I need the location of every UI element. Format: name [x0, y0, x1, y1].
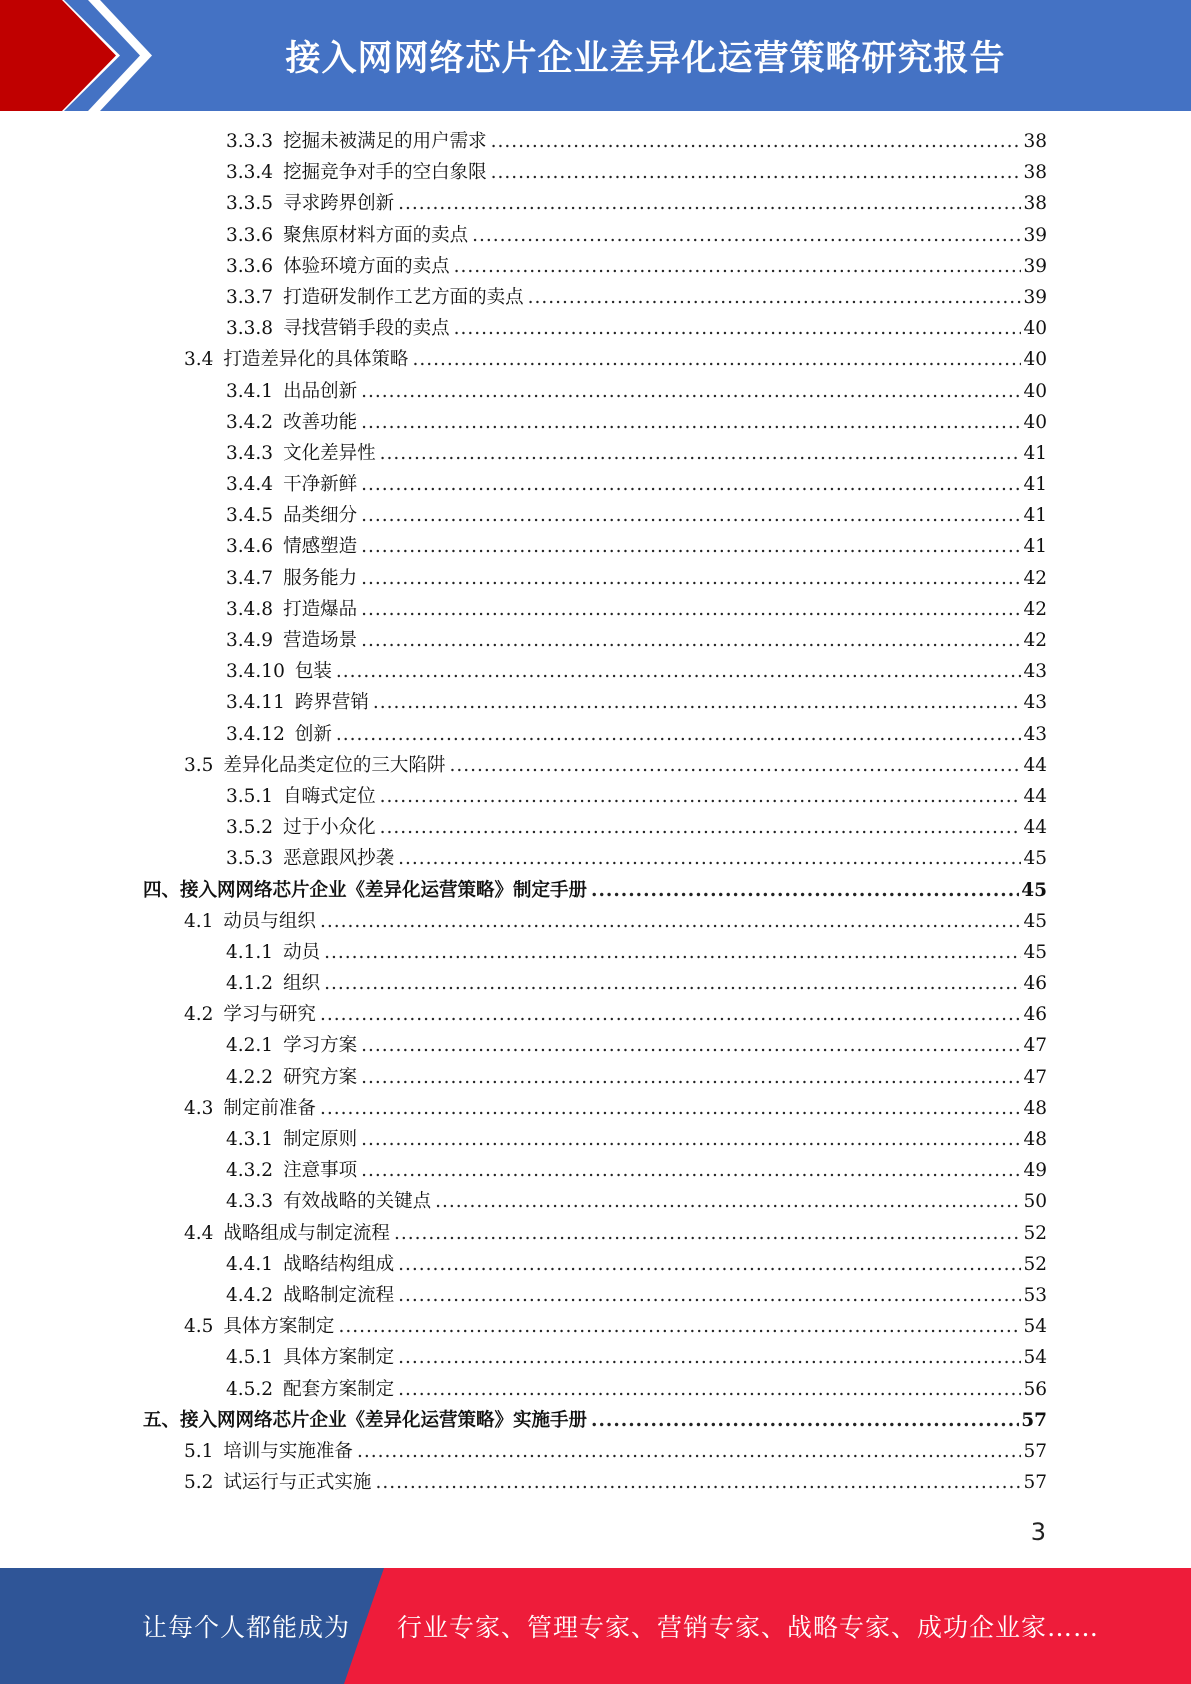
toc-entry[interactable]	[0, 1186, 1191, 1217]
toc-dot-leader	[380, 812, 1022, 843]
toc-entry-page: 39	[1023, 286, 1047, 308]
toc-entry-number: 四、	[143, 879, 181, 901]
toc-entry-page: 54	[1023, 1316, 1047, 1338]
toc-entry-page: 52	[1023, 1222, 1047, 1244]
toc-dot-leader	[320, 999, 1022, 1030]
toc-dot-leader	[361, 1062, 1021, 1093]
toc-entry-number: 4.5.1	[226, 1347, 274, 1369]
toc-dot-leader	[336, 656, 1022, 687]
toc-dot-leader	[336, 719, 1022, 750]
toc-entry-page: 46	[1023, 973, 1047, 995]
toc-entry[interactable]	[0, 1405, 1191, 1436]
toc-entry[interactable]	[0, 438, 1191, 469]
toc-entry-number: 3.3.4	[226, 162, 274, 184]
toc-entry-title: 注意事项	[283, 1160, 358, 1182]
toc-entry[interactable]	[0, 1467, 1191, 1498]
toc-entry[interactable]	[0, 906, 1191, 937]
toc-entry-title: 具体方案制定	[283, 1347, 395, 1369]
toc-entry[interactable]	[0, 1218, 1191, 1249]
toc-entry[interactable]	[0, 1062, 1191, 1093]
toc-dot-leader	[373, 687, 1022, 718]
toc-entry-title: 试运行与正式实施	[223, 1472, 372, 1494]
toc-entry-page: 40	[1023, 411, 1047, 433]
toc-entry-number: 3.4.2	[226, 411, 274, 433]
toc-entry[interactable]	[0, 781, 1191, 812]
toc-entry-page: 52	[1023, 1253, 1047, 1275]
toc-entry-page: 54	[1023, 1347, 1047, 1369]
toc-entry[interactable]	[0, 220, 1191, 251]
toc-entry[interactable]	[0, 376, 1191, 407]
toc-entry-title: 包装	[294, 661, 332, 683]
toc-entry-page: 44	[1023, 754, 1047, 776]
toc-entry-number: 3.3.6	[226, 255, 274, 277]
toc-entry-title: 出品创新	[283, 380, 358, 402]
toc-entry-page: 56	[1023, 1378, 1047, 1400]
toc-entry-title: 过于小众化	[283, 817, 376, 839]
toc-entry-number: 4.4.1	[226, 1253, 274, 1275]
toc-entry[interactable]	[0, 812, 1191, 843]
toc-entry-title: 体验环境方面的卖点	[283, 255, 450, 277]
toc-entry-number: 4.1.1	[226, 941, 274, 963]
toc-entry-number: 3.5.3	[226, 848, 274, 870]
toc-entry-title: 动员与组织	[223, 910, 316, 932]
footer-slogan-left: 让每个人都能成为	[142, 1613, 351, 1642]
toc-dot-leader	[320, 906, 1022, 937]
toc-entry-number: 3.3.8	[226, 318, 274, 340]
toc-entry-number: 3.4.6	[226, 536, 274, 558]
toc-entry-number: 4.2.1	[226, 1035, 274, 1057]
toc-entry[interactable]	[0, 531, 1191, 562]
toc-dot-leader	[435, 1186, 1021, 1217]
toc-entry-title: 制定前准备	[223, 1097, 316, 1119]
toc-entry-number: 4.3.2	[226, 1160, 274, 1182]
toc-entry-title: 创新	[294, 723, 332, 745]
toc-entry-number: 3.4.8	[226, 598, 274, 620]
toc-dot-leader	[338, 1311, 1021, 1342]
toc-entry-page: 53	[1023, 1284, 1047, 1306]
toc-entry[interactable]	[0, 407, 1191, 438]
toc-entry-number: 5.1	[184, 1440, 214, 1462]
toc-dot-leader	[491, 126, 1022, 157]
toc-dot-leader	[361, 469, 1021, 500]
toc-entry-title: 自嗨式定位	[283, 785, 376, 807]
toc-entry-number: 3.4.5	[226, 505, 274, 527]
toc-entry-title: 战略组成与制定流程	[223, 1222, 390, 1244]
toc-entry-title: 有效战略的关键点	[283, 1191, 432, 1213]
toc-dot-leader	[394, 1218, 1022, 1249]
toc-entry-number: 5.2	[184, 1472, 214, 1494]
toc-entry-number: 4.4.2	[226, 1284, 274, 1306]
toc-entry-title: 挖掘竞争对手的空白象限	[283, 162, 487, 184]
toc-entry-page: 47	[1023, 1066, 1047, 1088]
toc-entry[interactable]	[0, 1124, 1191, 1155]
toc-entry[interactable]	[0, 1374, 1191, 1405]
toc-entry-page: 40	[1023, 380, 1047, 402]
toc-dot-leader	[361, 376, 1021, 407]
toc-entry[interactable]	[0, 999, 1191, 1030]
toc-entry-title: 打造爆品	[283, 598, 358, 620]
toc-dot-leader	[361, 594, 1021, 625]
toc-entry[interactable]	[0, 1093, 1191, 1124]
toc-entry[interactable]	[0, 625, 1191, 656]
toc-entry-page: 57	[1021, 1409, 1047, 1431]
toc-entry-title: 研究方案	[283, 1066, 358, 1088]
toc-entry-page: 40	[1023, 318, 1047, 340]
toc-dot-leader	[591, 1405, 1019, 1436]
toc-dot-leader	[361, 563, 1021, 594]
toc-entry-title: 服务能力	[283, 567, 358, 589]
toc-dot-leader	[398, 1280, 1021, 1311]
toc-entry[interactable]	[0, 282, 1191, 313]
toc-entry-title: 聚焦原材料方面的卖点	[283, 224, 469, 246]
toc-dot-leader	[412, 344, 1021, 375]
toc-dot-leader	[361, 1030, 1021, 1061]
toc-entry-number: 3.4.11	[226, 692, 285, 714]
toc-entry-page: 40	[1023, 349, 1047, 371]
toc-dot-leader	[380, 781, 1022, 812]
toc-entry-page: 43	[1023, 723, 1047, 745]
toc-dot-leader	[361, 625, 1021, 656]
toc-entry-title: 差异化品类定位的三大陷阱	[223, 754, 446, 776]
toc-entry-page: 45	[1021, 879, 1047, 901]
toc-entry-title: 挖掘未被满足的用户需求	[283, 131, 487, 152]
toc-entry-title: 寻求跨界创新	[283, 193, 395, 215]
toc-entry-title: 恶意跟风抄袭	[283, 848, 395, 870]
toc-entry-number: 3.3.3	[226, 131, 274, 152]
toc-entry-title: 打造研发制作工艺方面的卖点	[283, 286, 524, 308]
toc-entry-page: 41	[1023, 474, 1047, 496]
toc-entry[interactable]	[0, 1155, 1191, 1186]
toc-dot-leader	[375, 1467, 1021, 1498]
toc-entry-number: 4.5	[184, 1316, 214, 1338]
toc-entry[interactable]	[0, 1249, 1191, 1280]
toc-entry-number: 4.1	[184, 910, 214, 932]
toc-entry[interactable]	[0, 594, 1191, 625]
toc-dot-leader	[380, 438, 1022, 469]
toc-dot-leader	[398, 1374, 1021, 1405]
toc-dot-leader	[528, 282, 1022, 313]
toc-entry-number: 3.4.10	[226, 661, 285, 683]
toc-entry-page: 48	[1023, 1097, 1047, 1119]
toc-entry-page: 39	[1023, 224, 1047, 246]
toc-dot-leader	[454, 313, 1022, 344]
toc-entry-page: 38	[1023, 162, 1047, 184]
toc-entry-page: 42	[1023, 567, 1047, 589]
toc-entry-page: 47	[1023, 1035, 1047, 1057]
toc-dot-leader	[591, 875, 1019, 906]
toc-entry-number: 3.4.9	[226, 630, 274, 651]
toc-dot-leader	[398, 1249, 1021, 1280]
toc-entry[interactable]	[0, 937, 1191, 968]
toc-entry-title: 配套方案制定	[283, 1378, 395, 1400]
toc-entry-page: 39	[1023, 255, 1047, 277]
toc-dot-leader	[361, 531, 1021, 562]
toc-entry-number: 3.5	[184, 754, 214, 776]
toc-dot-leader	[454, 251, 1022, 282]
toc-entry[interactable]	[0, 469, 1191, 500]
toc-entry-title: 跨界营销	[294, 692, 369, 714]
toc-entry[interactable]	[0, 1342, 1191, 1373]
toc-entry-title: 接入网网络芯片企业《差异化运营策略》实施手册	[180, 1409, 588, 1431]
toc-entry-page: 48	[1023, 1129, 1047, 1150]
toc-entry-page: 43	[1023, 692, 1047, 714]
toc-entry-title: 学习与研究	[223, 1004, 316, 1026]
toc-entry[interactable]	[0, 313, 1191, 344]
toc-entry[interactable]	[0, 563, 1191, 594]
toc-entry[interactable]	[0, 875, 1191, 906]
toc-dot-leader	[398, 1342, 1021, 1373]
toc-dot-leader	[472, 220, 1021, 251]
toc-entry-page: 43	[1023, 661, 1047, 683]
toc-entry-page: 41	[1023, 442, 1047, 464]
toc-entry-number: 3.5.2	[226, 817, 274, 839]
toc-entry-page: 44	[1023, 785, 1047, 807]
toc-entry-title: 组织	[283, 973, 321, 995]
toc-entry-title: 文化差异性	[283, 442, 376, 464]
toc-entry-page: 42	[1023, 630, 1047, 651]
toc-entry[interactable]	[0, 126, 1191, 157]
toc-entry-number: 3.3.7	[226, 286, 274, 308]
toc-dot-leader	[491, 157, 1022, 188]
page-header	[0, 0, 1191, 111]
toc-entry-number: 3.3.5	[226, 193, 274, 215]
toc-entry[interactable]	[0, 843, 1191, 874]
toc-dot-leader	[357, 1436, 1022, 1467]
toc-dot-leader	[361, 407, 1021, 438]
toc-entry-page: 42	[1023, 598, 1047, 620]
footer-slogan-right: 行业专家、管理专家、营销专家、战略专家、成功企业家……	[397, 1613, 1100, 1642]
toc-entry[interactable]	[0, 750, 1191, 781]
toc-entry[interactable]	[0, 344, 1191, 375]
toc-entry[interactable]	[0, 1311, 1191, 1342]
toc-dot-leader	[361, 1155, 1021, 1186]
toc-entry-page: 49	[1023, 1160, 1047, 1182]
toc-entry-page: 45	[1023, 848, 1047, 870]
toc-entry-page: 45	[1023, 910, 1047, 932]
toc-dot-leader	[449, 750, 1021, 781]
toc-entry-title: 战略制定流程	[283, 1284, 395, 1306]
toc-entry-page: 45	[1023, 941, 1047, 963]
toc-entry-number: 3.4.7	[226, 567, 274, 589]
toc-entry-number: 4.1.2	[226, 973, 274, 995]
toc-entry-title: 学习方案	[283, 1035, 358, 1057]
page-number: 3	[1030, 1518, 1046, 1546]
toc-entry[interactable]	[0, 251, 1191, 282]
toc-entry-number: 4.5.2	[226, 1378, 274, 1400]
toc-entry-page: 57	[1023, 1472, 1047, 1494]
toc-dot-leader	[361, 500, 1021, 531]
toc-entry-title: 具体方案制定	[223, 1316, 335, 1338]
toc-entry-title: 干净新鲜	[283, 474, 358, 496]
toc-entry-title: 情感塑造	[283, 536, 358, 558]
toc-entry-page: 38	[1023, 131, 1047, 152]
toc-dot-leader	[398, 843, 1021, 874]
toc-entry-title: 营造场景	[283, 630, 358, 651]
toc-entry-number: 五、	[143, 1409, 181, 1431]
toc-entry[interactable]	[0, 1280, 1191, 1311]
toc-entry-number: 4.3	[184, 1097, 214, 1119]
toc-entry-number: 3.3.6	[226, 224, 274, 246]
header-arrow-decoration	[0, 0, 160, 111]
toc-entry-page: 50	[1023, 1191, 1047, 1213]
document-title: 接入网网络芯片企业差异化运营策略研究报告	[285, 38, 1006, 79]
toc-entry-number: 3.4.3	[226, 442, 274, 464]
toc-dot-leader	[324, 968, 1021, 999]
toc-entry-number: 4.4	[184, 1222, 214, 1244]
toc-entry-page: 41	[1023, 505, 1047, 527]
toc-dot-leader	[320, 1093, 1022, 1124]
toc-entry[interactable]	[0, 1030, 1191, 1061]
toc-entry[interactable]	[0, 687, 1191, 718]
toc-entry-number: 4.2.2	[226, 1066, 274, 1088]
toc-entry-title: 接入网网络芯片企业《差异化运营策略》制定手册	[180, 879, 588, 901]
toc-entry-title: 寻找营销手段的卖点	[283, 318, 450, 340]
toc-entry[interactable]	[0, 500, 1191, 531]
toc-entry-number: 4.2	[184, 1004, 214, 1026]
toc-entry-page: 44	[1023, 817, 1047, 839]
toc-entry-number: 3.4.4	[226, 474, 274, 496]
toc-entry-number: 3.5.1	[226, 785, 274, 807]
toc-dot-leader	[361, 1124, 1021, 1155]
toc-dot-leader	[324, 937, 1021, 968]
toc-entry-page: 46	[1023, 1004, 1047, 1026]
toc-entry-number: 4.3.1	[226, 1129, 274, 1150]
toc-entry-number: 3.4	[184, 349, 214, 371]
toc-entry[interactable]	[0, 719, 1191, 750]
toc-entry[interactable]	[0, 188, 1191, 219]
toc-entry-title: 品类细分	[283, 505, 358, 527]
toc-entry-number: 3.4.12	[226, 723, 285, 745]
toc-entry-title: 改善功能	[283, 411, 358, 433]
toc-entry[interactable]	[0, 656, 1191, 687]
table-of-contents	[0, 126, 1191, 1498]
toc-dot-leader	[398, 188, 1021, 219]
toc-entry-page: 57	[1023, 1440, 1047, 1462]
toc-entry-page: 38	[1023, 193, 1047, 215]
toc-entry-number: 3.4.1	[226, 380, 274, 402]
toc-entry-title: 战略结构组成	[283, 1253, 395, 1275]
toc-entry-title: 制定原则	[283, 1129, 358, 1150]
toc-entry-title: 打造差异化的具体策略	[223, 349, 409, 371]
toc-entry[interactable]	[0, 157, 1191, 188]
toc-entry-title: 培训与实施准备	[223, 1440, 353, 1462]
toc-entry-title: 动员	[283, 941, 321, 963]
page-footer	[0, 1568, 1191, 1684]
toc-entry[interactable]	[0, 1436, 1191, 1467]
toc-entry-page: 41	[1023, 536, 1047, 558]
toc-entry[interactable]	[0, 968, 1191, 999]
toc-entry-number: 4.3.3	[226, 1191, 274, 1213]
